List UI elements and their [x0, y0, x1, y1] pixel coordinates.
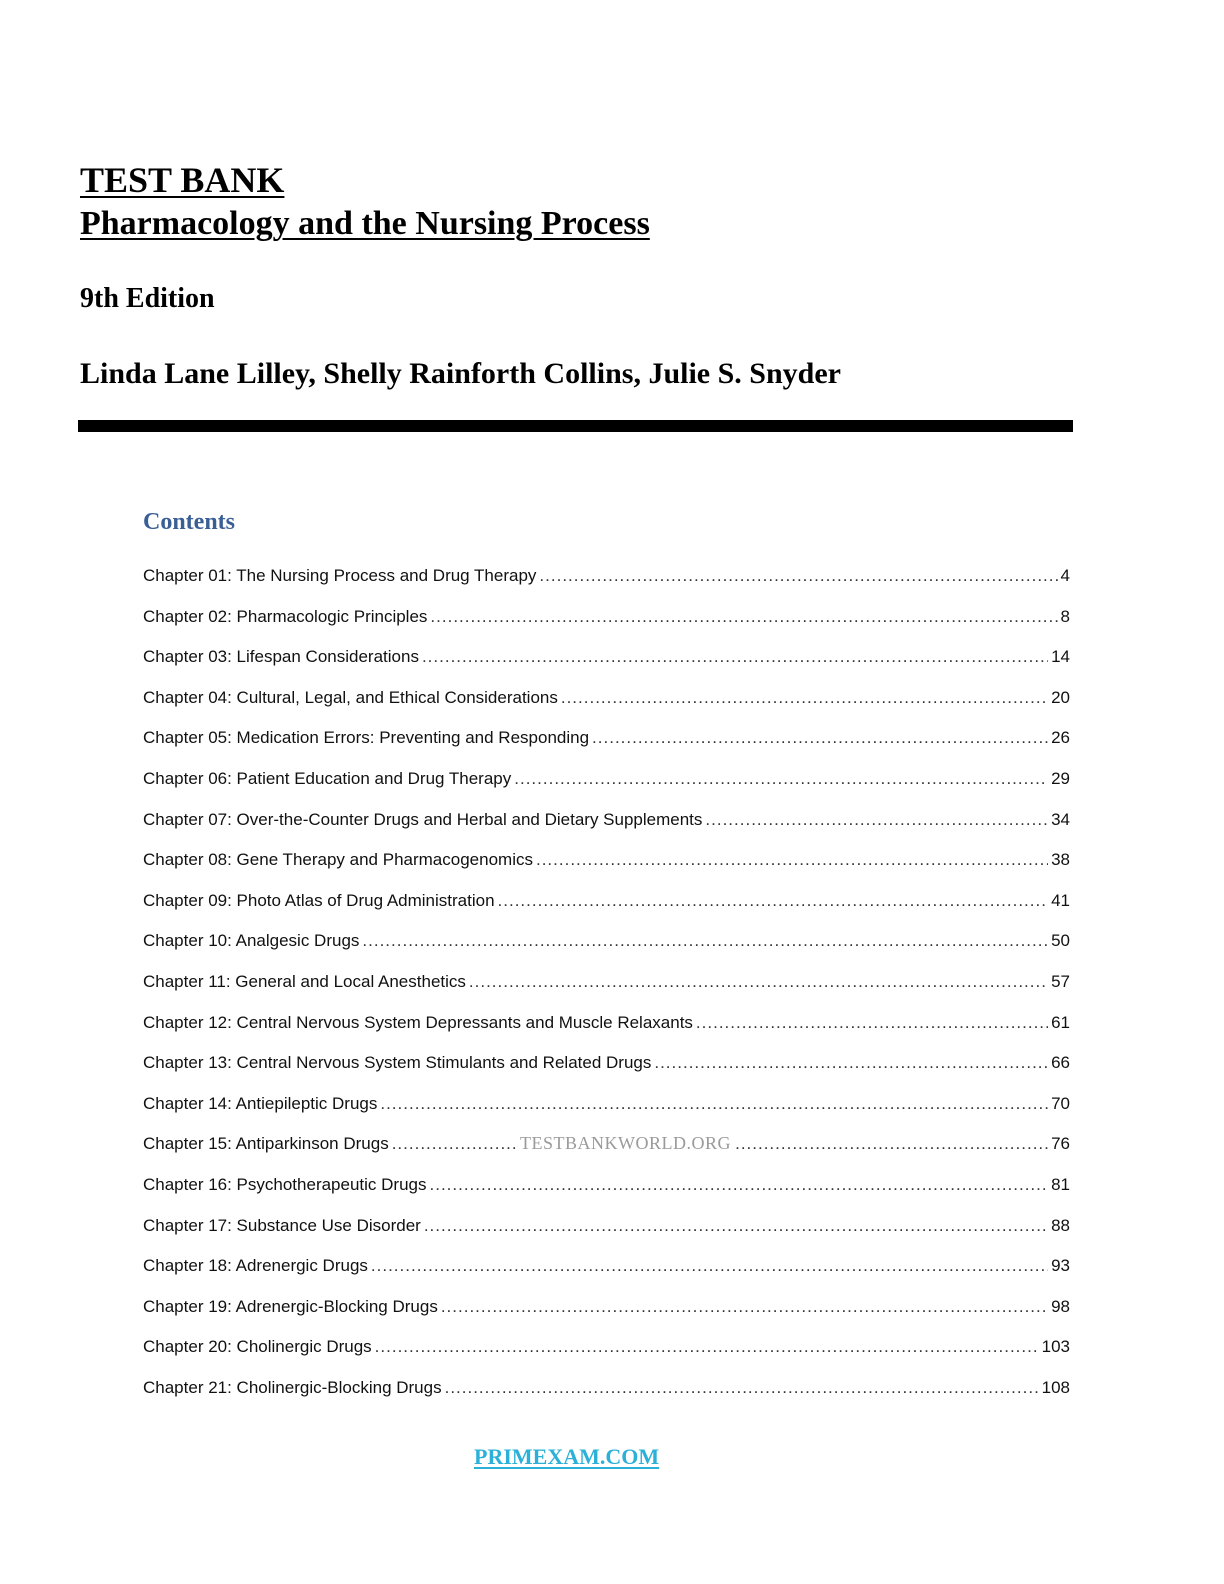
toc-entry-page[interactable]: 103	[1041, 1337, 1070, 1357]
toc-dot-leader	[654, 1049, 1048, 1077]
toc-entry-title[interactable]: Chapter 03: Lifespan Considerations	[143, 647, 419, 667]
toc-dot-leader	[696, 1009, 1048, 1037]
toc-entry[interactable]	[143, 806, 1070, 847]
edition-label: 9th Edition	[80, 283, 215, 314]
toc-entry-page[interactable]: 8	[1060, 606, 1070, 626]
toc-dot-leader	[380, 1090, 1048, 1118]
toc-entry-page[interactable]: 20	[1051, 687, 1070, 707]
toc-dot-leader	[561, 684, 1048, 712]
toc-entry[interactable]	[143, 724, 1070, 765]
toc-entry-page[interactable]: 66	[1051, 1053, 1070, 1073]
toc-dot-leader	[430, 603, 1057, 631]
toc-entry-page[interactable]: 50	[1051, 931, 1070, 951]
table-of-contents	[143, 562, 1070, 1414]
toc-dot-leader	[514, 765, 1048, 793]
toc-entry-page[interactable]: 93	[1051, 1256, 1070, 1276]
toc-entry-page[interactable]: 34	[1051, 809, 1070, 829]
toc-dot-leader	[469, 968, 1048, 996]
toc-entry-page[interactable]: 29	[1051, 768, 1070, 788]
toc-entry-title[interactable]: Chapter 21: Cholinergic-Blocking Drugs	[143, 1377, 442, 1397]
toc-dot-leader	[375, 1333, 1039, 1361]
toc-entry[interactable]	[143, 765, 1070, 806]
toc-dot-leader	[498, 887, 1049, 915]
toc-entry[interactable]	[143, 643, 1070, 684]
toc-dot-leader	[424, 1212, 1048, 1240]
toc-entry-title[interactable]: Chapter 08: Gene Therapy and Pharmacogenomics	[143, 850, 533, 870]
toc-dot-leader	[422, 643, 1048, 671]
toc-entry-title[interactable]: Chapter 09: Photo Atlas of Drug Administration	[143, 890, 495, 910]
toc-entry-title[interactable]: Chapter 04: Cultural, Legal, and Ethical Considerations	[143, 687, 558, 707]
toc-entry[interactable]	[143, 846, 1070, 887]
horizontal-rule	[78, 420, 1073, 432]
toc-entry-title[interactable]: Chapter 10: Analgesic Drugs	[143, 931, 360, 951]
toc-entry-title[interactable]: Chapter 15: Antiparkinson Drugs	[143, 1134, 389, 1154]
toc-entry-title[interactable]: Chapter 11: General and Local Anesthetics	[143, 971, 466, 991]
toc-entry-page[interactable]: 88	[1051, 1215, 1070, 1235]
toc-entry-page[interactable]: 4	[1060, 566, 1070, 585]
toc-entry-title[interactable]: Chapter 16: Psychotherapeutic Drugs	[143, 1174, 427, 1194]
toc-dot-leader	[539, 562, 1057, 590]
toc-entry[interactable]	[143, 887, 1070, 928]
contents-heading: Contents	[143, 509, 236, 535]
toc-dot-leader	[592, 724, 1048, 752]
document-title: TEST BANK	[80, 160, 285, 200]
toc-entry[interactable]	[143, 1374, 1070, 1415]
toc-dot-leader	[362, 927, 1048, 955]
toc-entry-page[interactable]: 38	[1051, 850, 1070, 870]
toc-entry[interactable]	[143, 968, 1070, 1009]
toc-entry[interactable]	[143, 1293, 1070, 1334]
toc-entry[interactable]	[143, 1009, 1070, 1050]
document-subtitle: Pharmacology and the Nursing Process	[80, 205, 650, 242]
authors-line: Linda Lane Lilley, Shelly Rainforth Collins, Julie S. Snyder	[80, 357, 841, 390]
toc-dot-leader	[536, 846, 1048, 874]
toc-entry-title[interactable]: Chapter 18: Adrenergic Drugs	[143, 1256, 368, 1276]
toc-entry-title[interactable]: Chapter 19: Adrenergic-Blocking Drugs	[143, 1296, 438, 1316]
toc-entry-page[interactable]: 57	[1051, 971, 1070, 991]
toc-dot-leader	[441, 1293, 1048, 1321]
toc-entry-page[interactable]: 61	[1051, 1012, 1070, 1032]
toc-entry-title[interactable]: Chapter 17: Substance Use Disorder	[143, 1215, 421, 1235]
toc-entry[interactable]	[143, 1333, 1070, 1374]
toc-dot-leader	[371, 1252, 1048, 1280]
toc-entry[interactable]	[143, 684, 1070, 725]
toc-entry-title[interactable]: Chapter 20: Cholinergic Drugs	[143, 1337, 372, 1357]
toc-entry-page[interactable]: 98	[1051, 1296, 1070, 1316]
toc-entry-page[interactable]: 41	[1051, 890, 1070, 910]
toc-entry[interactable]	[143, 1090, 1070, 1131]
footer-link[interactable]: PRIMEXAM.COM	[474, 1444, 660, 1469]
toc-entry-title[interactable]: Chapter 02: Pharmacologic Principles	[143, 606, 428, 626]
toc-entry-page[interactable]: 76	[1051, 1134, 1070, 1154]
toc-entry[interactable]	[143, 603, 1070, 644]
toc-entry[interactable]	[143, 927, 1070, 968]
toc-entry-page[interactable]: 14	[1051, 647, 1070, 667]
toc-entry[interactable]	[143, 1252, 1070, 1293]
toc-entry[interactable]	[143, 1171, 1070, 1212]
toc-entry-page[interactable]: 70	[1051, 1093, 1070, 1113]
toc-entry[interactable]	[143, 562, 1070, 603]
toc-entry-title[interactable]: Chapter 05: Medication Errors: Preventing and Responding	[143, 728, 590, 748]
toc-entry-page[interactable]: 108	[1041, 1377, 1070, 1397]
toc-entry-page[interactable]: 26	[1051, 728, 1070, 748]
toc-entry-title[interactable]: Chapter 06: Patient Education and Drug Therapy	[143, 768, 512, 788]
toc-entry-title[interactable]: Chapter 12: Central Nervous System Depressants and Muscle Relaxants	[143, 1012, 693, 1032]
toc-dot-leader	[445, 1374, 1039, 1402]
toc-entry-title[interactable]: Chapter 13: Central Nervous System Stimulants and Related Drugs	[143, 1053, 652, 1073]
toc-entry-title[interactable]: Chapter 14: Antiepileptic Drugs	[143, 1093, 378, 1113]
toc-dot-leader	[430, 1171, 1049, 1199]
toc-entry-page[interactable]: 81	[1051, 1174, 1070, 1194]
toc-entry[interactable]	[143, 1212, 1070, 1253]
toc-entry-title[interactable]: Chapter 01: The Nursing Process and Drug Therapy	[143, 566, 537, 585]
toc-entry-title[interactable]: Chapter 07: Over-the-Counter Drugs and Herbal and Dietary Supplements	[143, 809, 703, 829]
watermark: TESTBANKWORLD.ORG	[520, 1133, 731, 1153]
toc-dot-leader	[705, 806, 1048, 834]
toc-entry[interactable]	[143, 1049, 1070, 1090]
